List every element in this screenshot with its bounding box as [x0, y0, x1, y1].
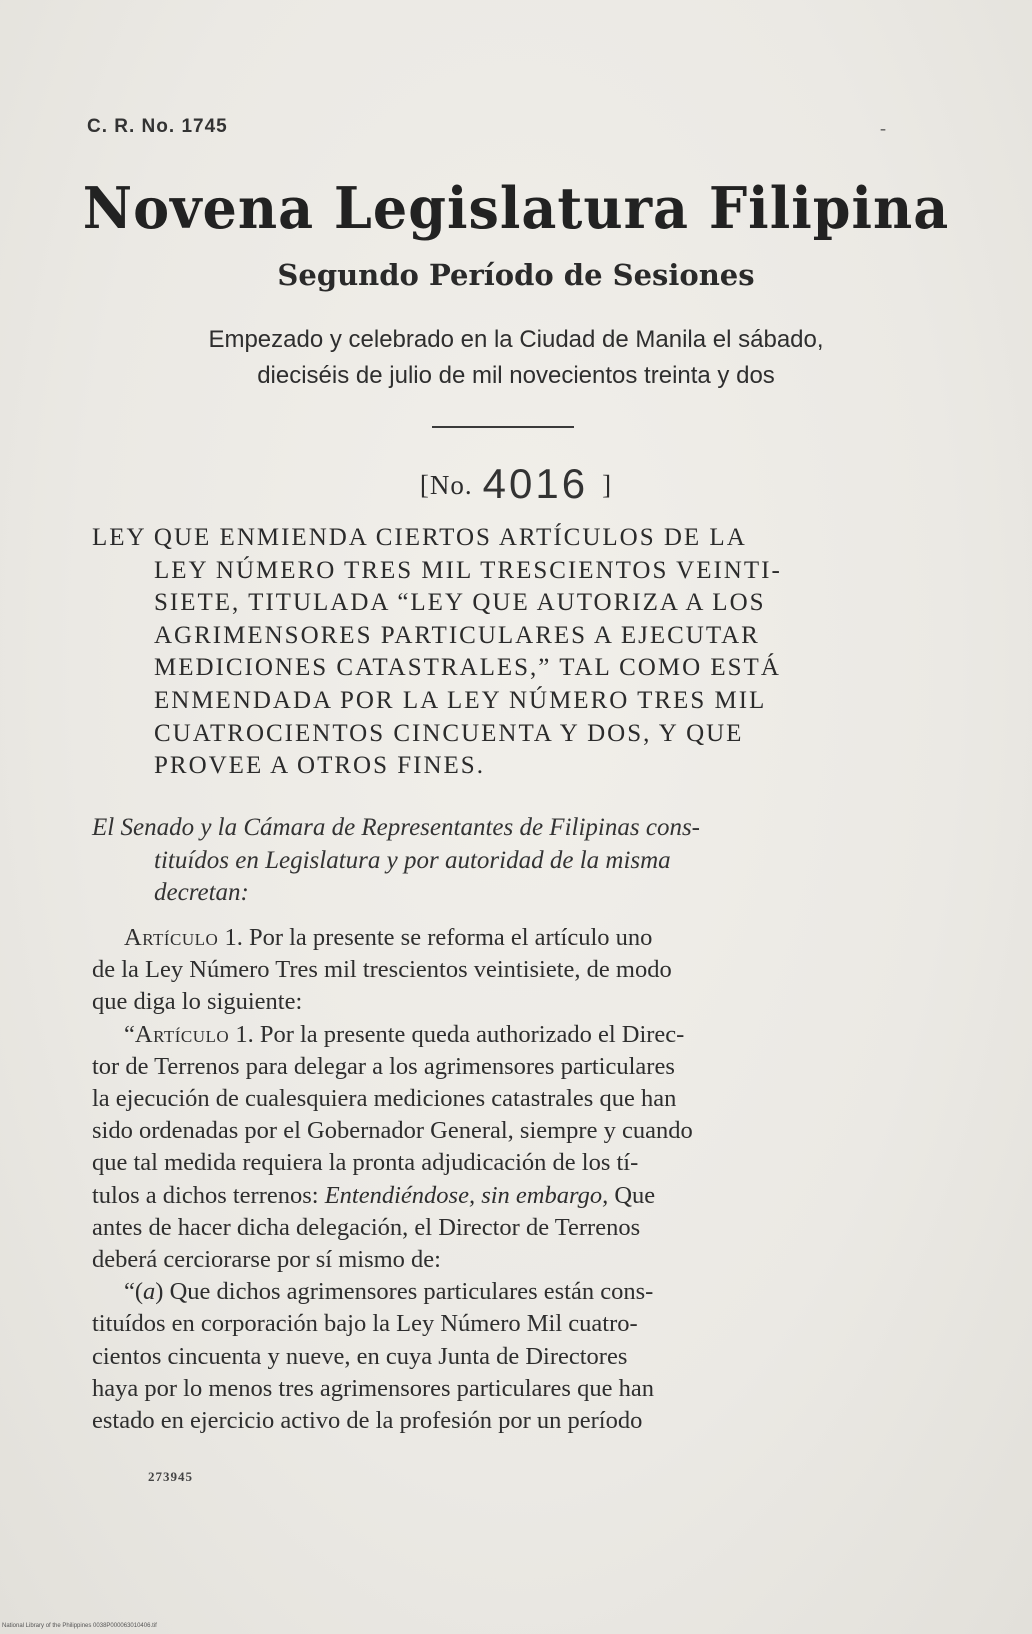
enacting-line: El Senado y la Cámara de Representantes de Filipinas cons- — [92, 814, 700, 841]
session-date-line-1: Empezado y celebrado en la Ciudad de Manila el sábado, — [208, 326, 824, 353]
act-title — [92, 522, 912, 783]
legislature-title: Novena Legislatura Filipina — [82, 174, 950, 242]
act-title-line: MEDICIONES CATASTRALES,” TAL COMO ESTÁ — [154, 654, 781, 682]
act-number-handwritten: 4016 — [482, 460, 589, 507]
body-line: “(a) Que dichos agrimensores particulares están cons- — [124, 1278, 654, 1306]
session-date-line-2: dieciséis de julio de mil novecientos treinta y dos — [257, 362, 775, 389]
cr-number: C. R. No. 1745 — [87, 116, 228, 137]
act-number — [0, 460, 1032, 508]
body-line: Artículo 1. Por la presente se reforma el artículo uno — [124, 924, 653, 951]
act-number-prefix: [No. — [419, 470, 473, 500]
body-line: tituídos en corporación bajo la Ley Número Mil cuatro- — [92, 1310, 638, 1338]
body-line: tor de Terrenos para delegar a los agrimensores particulares — [92, 1052, 675, 1080]
act-title-line: AGRIMENSORES PARTICULARES A EJECUTAR — [154, 621, 760, 649]
body-line: sido ordenadas por el Gobernador General, siempre y cuando — [92, 1117, 693, 1145]
article-label: Artículo — [124, 924, 219, 951]
body-line: que diga lo siguiente: — [92, 988, 303, 1016]
act-title-line: CUATROCIENTOS CINCUENTA Y DOS, Y QUE — [154, 719, 744, 747]
body-line: de la Ley Número Tres mil trescientos veintisiete, de modo — [92, 956, 672, 984]
article-label: Artículo — [134, 1020, 230, 1048]
body-line: “Artículo 1. Por la presente queda authorizado el Direc- — [124, 1020, 685, 1048]
margin-mark: - — [880, 118, 886, 138]
enacting-line: decretan: — [154, 879, 249, 906]
act-title-line: SIETE, TITULADA “LEY QUE AUTORIZA A LOS — [154, 589, 766, 617]
body-line: que tal medida requiera la pronta adjudicación de los tí- — [92, 1149, 639, 1177]
scan-credit: National Library of the Philippines 0038P000063010406.tif — [2, 1623, 157, 1629]
body-line: cientos cincuenta y nueve, en cuya Junta de Directores — [92, 1342, 628, 1370]
body-line: tulos a dichos terrenos: Entendiéndose, sin embargo, Que — [92, 1181, 656, 1209]
act-title-line: LEY QUE ENMIENDA CIERTOS ARTÍCULOS DE LA — [92, 524, 747, 551]
body-line: deberá cerciorarse por sí mismo de: — [92, 1246, 441, 1274]
title-divider — [432, 426, 574, 428]
body-line: haya por lo menos tres agrimensores particulares que han — [92, 1374, 654, 1402]
clause-letter: a — [143, 1278, 156, 1306]
act-title-line: LEY NÚMERO TRES MIL TRESCIENTOS VEINTI- — [154, 556, 782, 584]
body-line: estado en ejercicio activo de la profesión por un período — [92, 1407, 643, 1435]
proviso-italic: Entendiéndose, sin embargo, — [324, 1181, 609, 1209]
body-line: antes de hacer dicha delegación, el Director de Terrenos — [92, 1213, 641, 1241]
session-subtitle: Segundo Período de Sesiones — [277, 258, 755, 292]
enacting-line: tituídos en Legislatura y por autoridad de la misma — [154, 846, 671, 874]
act-body — [92, 922, 912, 1437]
enacting-clause — [92, 812, 912, 910]
print-number: 273945 — [148, 1469, 193, 1484]
act-title-line: PROVEE A OTROS FINES. — [154, 752, 485, 780]
act-number-suffix: ] — [602, 470, 613, 500]
body-line: la ejecución de cualesquiera mediciones catastrales que han — [92, 1085, 677, 1113]
act-title-line: ENMENDADA POR LA LEY NÚMERO TRES MIL — [154, 686, 767, 714]
